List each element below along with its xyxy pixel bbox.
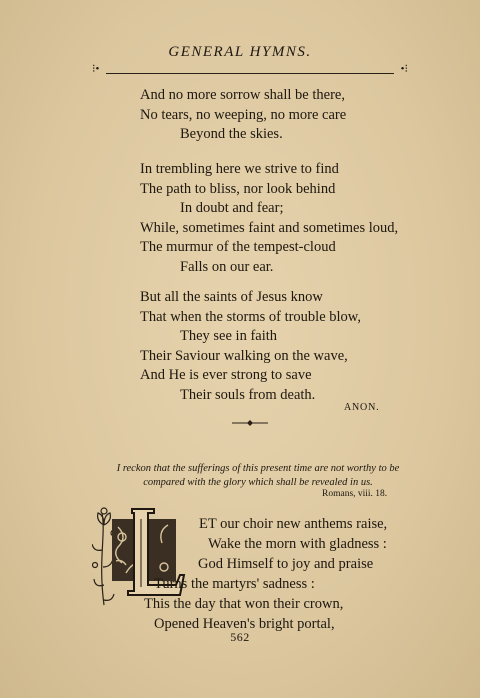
stanza-3 [140, 288, 361, 405]
verse-line: Beyond the skies. [180, 126, 283, 142]
page-number: 562 [230, 630, 250, 644]
rule-line [106, 73, 394, 74]
verse-line: While, sometimes faint and sometimes loud, [140, 219, 399, 236]
verse-line: ET our choir new anthems raise, [199, 516, 388, 532]
verse-line: They see in faith [180, 328, 278, 344]
rule-ornament-right-icon: •⁝ [400, 63, 408, 75]
verse-line: The murmur of the tempest-cloud [140, 239, 336, 255]
rule-ornament-left-icon: ⁝• [92, 63, 100, 75]
epigraph-citation: Romans, viii. 18. [322, 489, 388, 499]
header-rule [92, 63, 408, 76]
epigraph: I reckon that the sufferings of this present time are not worthy to be compared with the glory which shall be revealed in us. [116, 463, 400, 488]
verse-line: This the day that won their crown, [144, 596, 344, 612]
verse-line: Wake the morn with gladness : [208, 536, 387, 552]
verse-line: God Himself to joy and praise [198, 556, 374, 572]
verse-line: Their Saviour walking on the wave, [140, 347, 348, 364]
stanza-1 [140, 86, 346, 145]
verse-line: No tears, no weeping, no more care [140, 106, 347, 123]
verse-line: Their souls from death. [180, 386, 316, 403]
verse-line: The path to bliss, nor look behind [140, 180, 336, 197]
verse-line: In trembling here we strive to find [140, 161, 339, 177]
verse-line: But all the saints of Jesus know [140, 289, 323, 305]
verse-line: Turns the martyrs' sadness : [154, 576, 315, 592]
section-divider-icon [230, 418, 270, 428]
verse-line: Opened Heaven's bright portal, [154, 616, 335, 632]
stanza-2 [140, 160, 398, 277]
verse-line: In doubt and fear; [180, 200, 284, 216]
verse-line: Falls on our ear. [180, 258, 274, 275]
verse-line: And He is ever strong to save [140, 367, 312, 383]
attribution: ANON. [344, 402, 380, 413]
verse-line: And no more sorrow shall be there, [140, 87, 345, 103]
verse-line: That when the storms of trouble blow, [140, 308, 361, 325]
running-header: GENERAL HYMNS. [168, 44, 312, 60]
